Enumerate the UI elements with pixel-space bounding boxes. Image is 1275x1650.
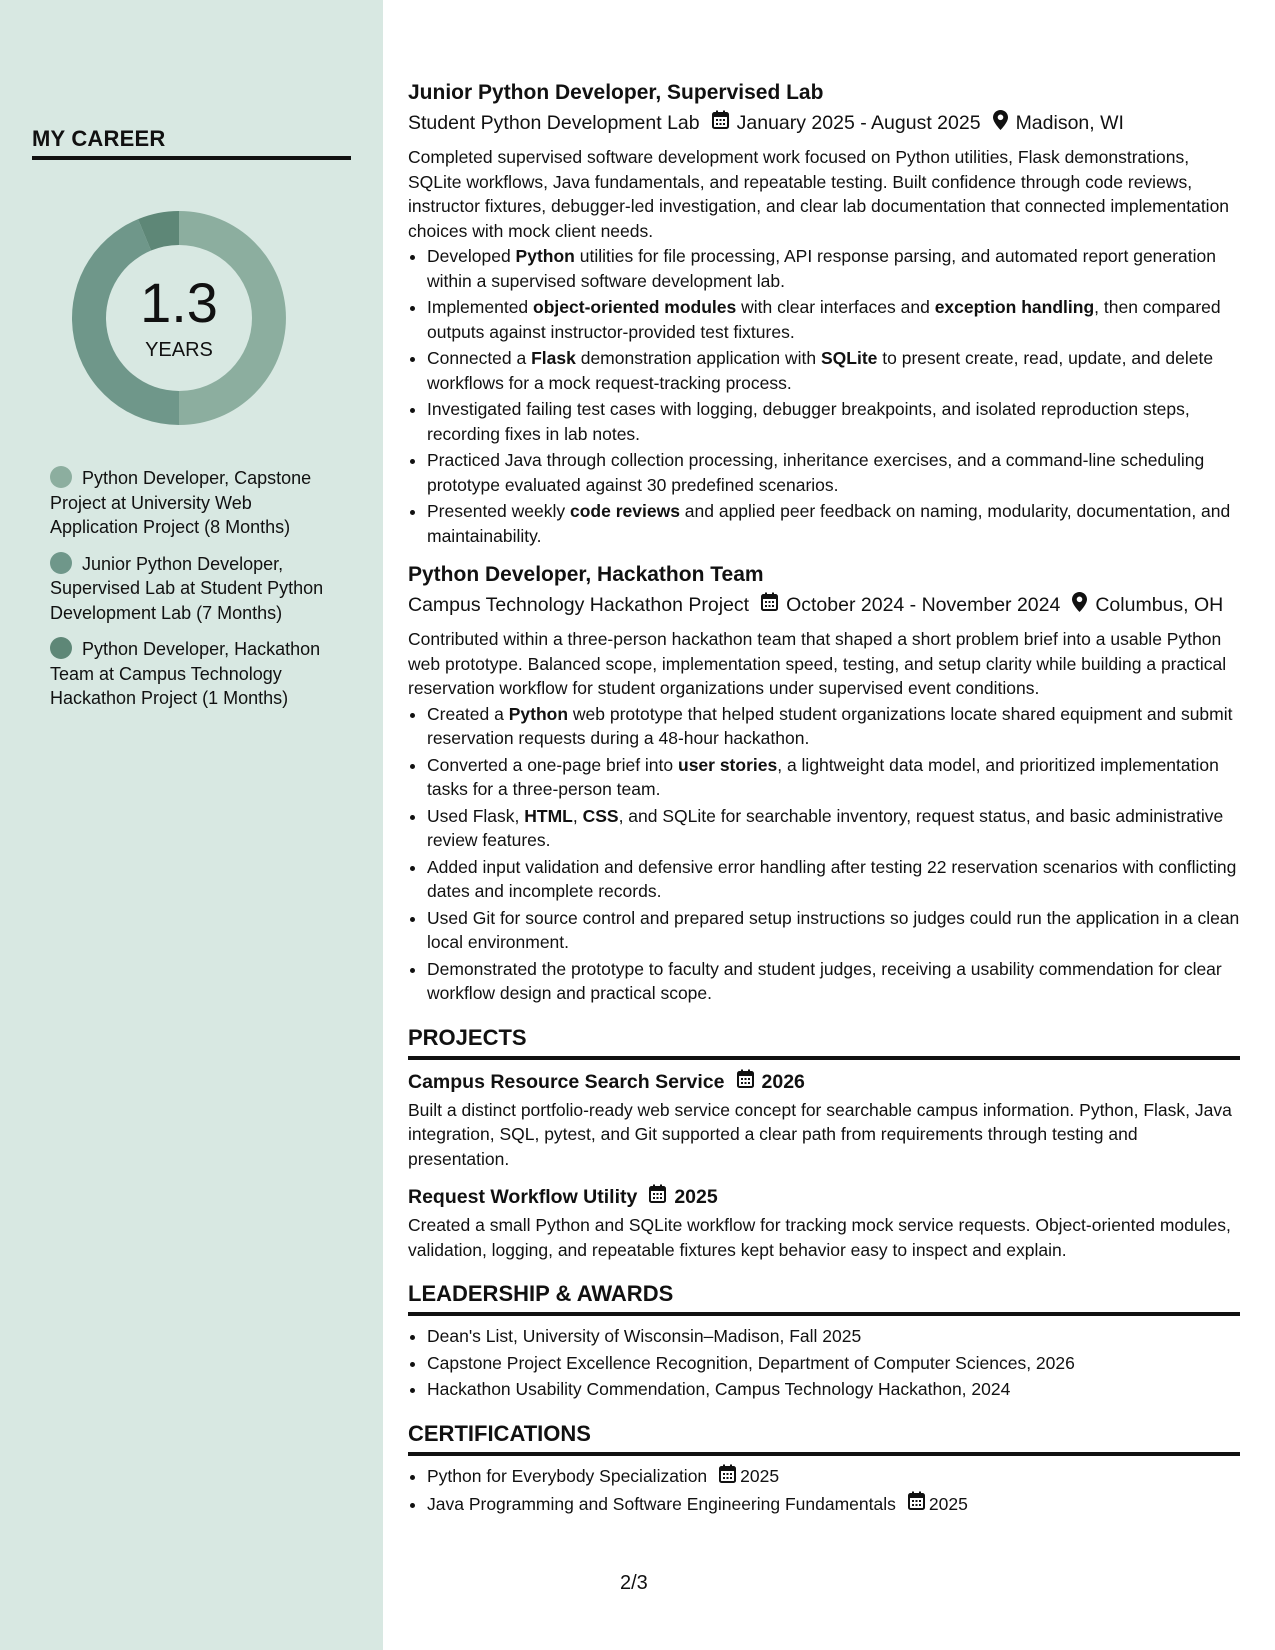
job-meta — [408, 592, 1240, 619]
career-item — [50, 637, 330, 711]
project-year: 2025 — [674, 1186, 718, 1208]
career-dot-icon — [50, 552, 72, 574]
job-dates: October 2024 - November 2024 — [786, 594, 1061, 616]
career-dot-icon — [50, 637, 72, 659]
project-year: 2026 — [761, 1070, 805, 1093]
job-summary: Completed supervised software development work focused on Python utilities, Flask demonstrations, SQLite workflows, Java fundamentals, and repeatable testing. Built confidence through code reviews, instructor fixtures, debugger-led investigation, and clear lab documentation that connected implementation choices with mock client needs. — [408, 147, 1230, 241]
calendar-icon — [737, 1068, 754, 1096]
calendar-icon — [908, 1491, 925, 1517]
calendar-icon — [649, 1183, 666, 1211]
career-item — [50, 466, 330, 540]
location-pin-icon — [993, 110, 1008, 137]
job-org: Campus Technology Hackathon Project — [408, 594, 750, 616]
bullet-item: • Used Flask, HTML, CSS, and SQLite for searchable inventory, request status, and basic administrative review features. — [427, 804, 1240, 853]
job-location: Columbus, OH — [1095, 594, 1224, 616]
bullet-item: • Practiced Java through collection processing, inheritance exercises, and a command-line scheduling prototype evaluated against 30 predefined scenarios. — [427, 448, 1240, 497]
bullet-item: • Connected a Flask demonstration application with SQLite to present create, read, update, and delete workflows for a mock request-tracking process. — [427, 346, 1240, 395]
project-title: Request Workflow Utility — [408, 1186, 638, 1208]
page-number: 2/3 — [620, 1572, 648, 1594]
bullet-item: • Created a Python web prototype that helped student organizations locate shared equipment and submit reservation requests during a 48-hour hackathon. — [427, 702, 1240, 751]
job-location: Madison, WI — [1015, 112, 1124, 134]
award-item: • Dean's List, University of Wisconsin–Madison, Fall 2025 — [427, 1324, 1240, 1349]
job-title: Python Developer, Hackathon Team — [408, 563, 764, 586]
project-title-row — [408, 1183, 1240, 1211]
leadership-list — [408, 1324, 1240, 1402]
bullet-item: • Converted a one-page brief into user stories, a lightweight data model, and prioritized implementation tasks for a three-person team. — [427, 753, 1240, 802]
calendar-icon — [719, 1464, 736, 1490]
projects-heading: PROJECTS — [408, 1024, 1240, 1060]
bullet-item: • Investigated failing test cases with logging, debugger breakpoints, and isolated reproduction steps, recording fixes in lab notes. — [427, 397, 1240, 446]
certification-item — [427, 1491, 1240, 1517]
location-pin-icon — [1072, 592, 1087, 619]
career-donut-chart — [66, 205, 292, 431]
career-heading: MY CAREER — [32, 126, 351, 160]
job-summary: Contributed within a three-person hackathon team that shaped a short problem brief into a usable Python web prototype. Balanced scope, implementation speed, testing, and setup clarity while building a practical reservation workflow for student organizations under supervised event conditions. — [408, 629, 1227, 698]
project-entry — [408, 1183, 1240, 1262]
certification-year: 2025 — [740, 1466, 780, 1486]
project-description: Created a small Python and SQLite workflow for tracking mock service requests. Object-oriented modules, validation, logging, and repeatable fixtures kept behavior easy to inspect and explain. — [408, 1215, 1231, 1260]
job-dates: January 2025 - August 2025 — [736, 112, 981, 134]
bullet-item: • Added input validation and defensive error handling after testing 22 reservation scenarios with conflicting dates and incomplete records. — [427, 855, 1240, 904]
bullet-item: • Used Git for source control and prepared setup instructions so judges could run the application in a clean local environment. — [427, 906, 1240, 955]
project-entry — [408, 1068, 1240, 1172]
years-unit: YEARS — [145, 339, 213, 361]
job-bullets — [408, 702, 1240, 1006]
sidebar — [0, 0, 383, 1650]
years-value: 1.3 — [140, 271, 218, 334]
career-item-text: Python Developer, Hackathon Team at Campus Technology Hackathon Project (1 Months) — [50, 639, 321, 708]
calendar-icon — [712, 110, 729, 136]
certification-year: 2025 — [928, 1493, 968, 1514]
project-title-row — [408, 1068, 1240, 1096]
bullet-item: • Developed Python utilities for file processing, API response parsing, and automated report generation within a supervised software development lab. — [427, 244, 1240, 293]
job-title: Junior Python Developer, Supervised Lab — [408, 81, 824, 104]
donut-center — [66, 205, 292, 431]
main-content — [408, 78, 1240, 1519]
bullet-item: • Implemented object-oriented modules with clear interfaces and exception handling, then compared outputs against instructor-provided test fixtures. — [427, 295, 1240, 344]
job-entry — [408, 78, 1240, 548]
career-dot-icon — [50, 466, 72, 488]
career-item — [50, 552, 330, 626]
career-list — [50, 466, 330, 723]
project-description: Built a distinct portfolio-ready web service concept for searchable campus information. Python, Flask, Java integration, SQL, pytest, and Git supported a clear path from requirements through testing and presentation. — [408, 1099, 1232, 1169]
career-item-text: Python Developer, Capstone Project at University Web Application Project (8 Months) — [50, 468, 312, 537]
calendar-icon — [761, 592, 778, 618]
project-title: Campus Resource Search Service — [408, 1070, 725, 1093]
job-bullets — [408, 244, 1240, 548]
leadership-heading: LEADERSHIP & AWARDS — [408, 1280, 1240, 1316]
job-entry — [408, 560, 1240, 1006]
certification-list — [408, 1464, 1240, 1517]
job-meta — [408, 110, 1240, 137]
certifications-heading: CERTIFICATIONS — [408, 1420, 1240, 1456]
award-item: • Capstone Project Excellence Recognition, Department of Computer Sciences, 2026 — [427, 1351, 1240, 1376]
certification-item — [427, 1464, 1240, 1490]
certification-name: • Java Programming and Software Engineering Fundamentals — [427, 1493, 896, 1514]
certification-name: • Python for Everybody Specialization — [427, 1466, 708, 1486]
job-org: Student Python Development Lab — [408, 112, 700, 134]
award-item: • Hackathon Usability Commendation, Campus Technology Hackathon, 2024 — [427, 1377, 1240, 1402]
career-item-text: Junior Python Developer, Supervised Lab at Student Python Development Lab (7 Months) — [50, 553, 324, 623]
bullet-item: • Demonstrated the prototype to faculty and student judges, receiving a usability commendation for clear workflow design and practical scope. — [427, 957, 1240, 1006]
bullet-item: • Presented weekly code reviews and applied peer feedback on naming, modularity, documentation, and maintainability. — [427, 499, 1240, 548]
